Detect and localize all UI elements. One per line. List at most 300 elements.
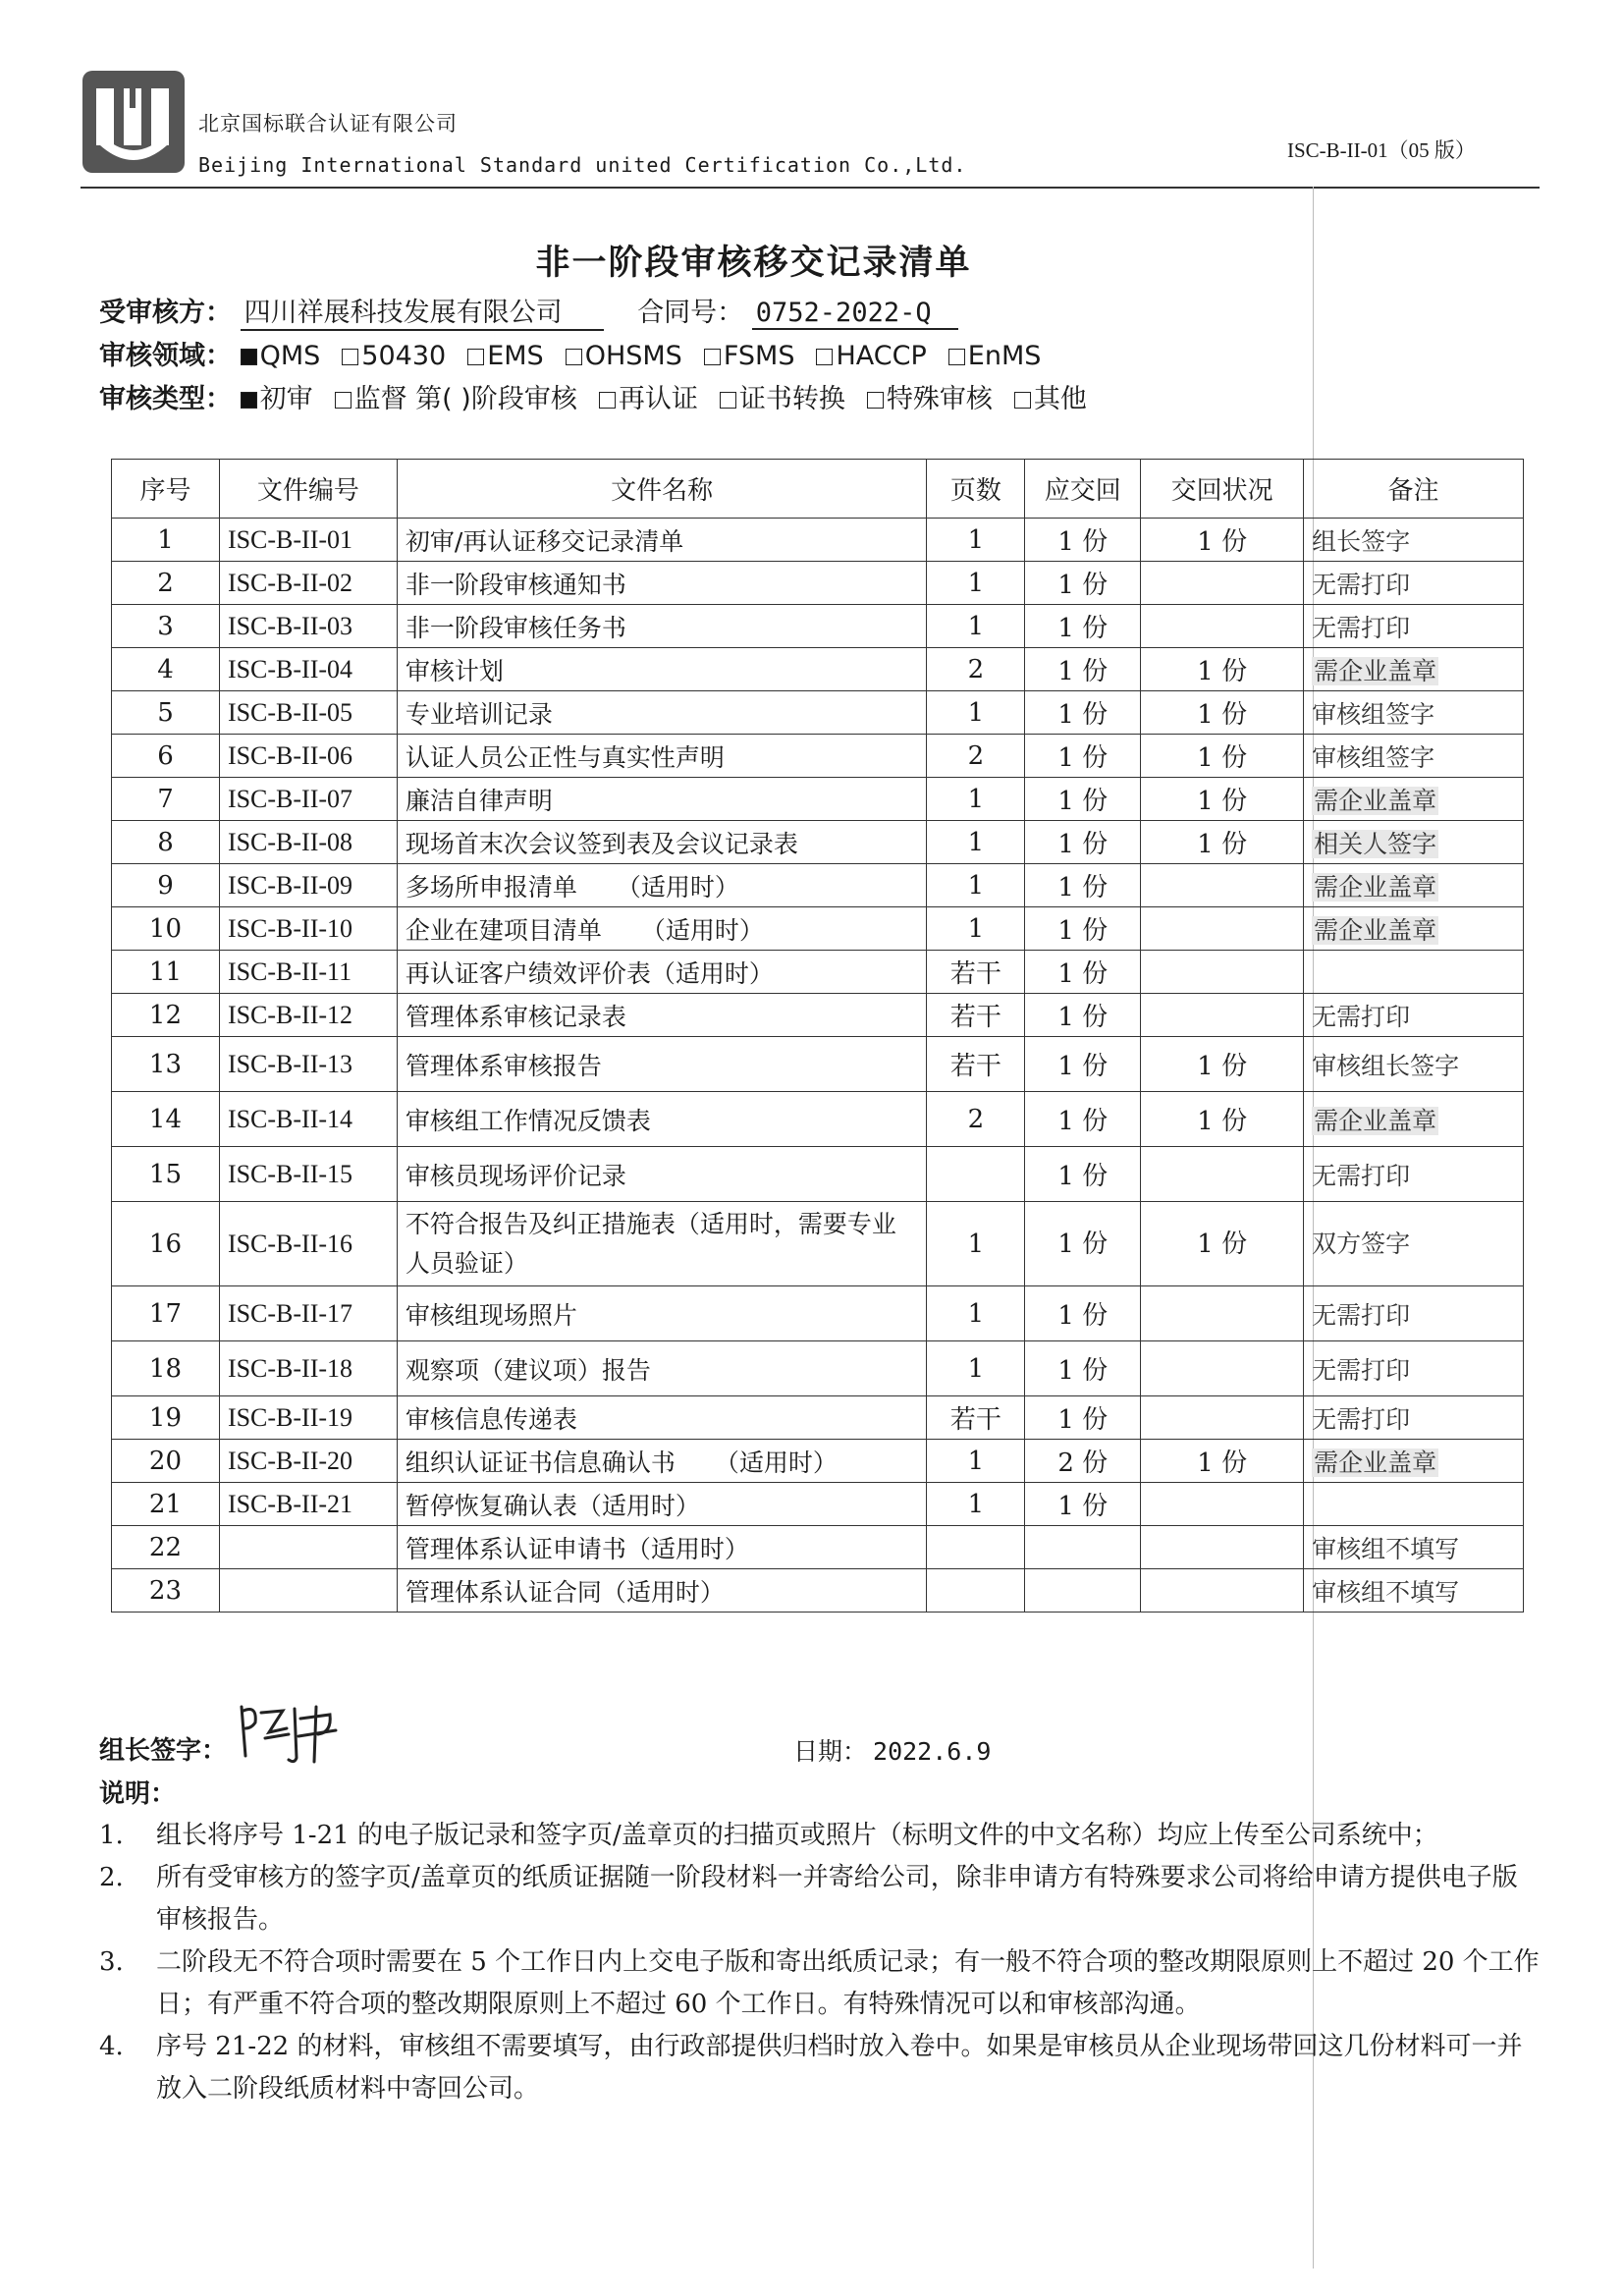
- remark: 无需打印: [1312, 1002, 1411, 1031]
- remark: 无需打印: [1312, 1300, 1411, 1330]
- audit-type-option[interactable]: [867, 384, 993, 414]
- remark-cell: [1304, 1286, 1524, 1341]
- header-divider: [81, 187, 1540, 189]
- file-code: ISC-B-II-19: [227, 1402, 353, 1432]
- handover-table: [111, 459, 1524, 1613]
- audit-type-option-label: 证书转换: [738, 384, 845, 414]
- return-status-cell: [1141, 1526, 1304, 1569]
- audit-domain-option[interactable]: [467, 341, 544, 371]
- col-header-due: 应交回: [1025, 460, 1141, 519]
- checked-checkbox[interactable]: [241, 349, 257, 365]
- return-status-cell: [1141, 519, 1304, 562]
- file-name: 审核组现场照片: [405, 1300, 577, 1330]
- row-number-cell: [112, 735, 220, 778]
- row-number-cell: [112, 1526, 220, 1569]
- copies-due: 1 份: [1057, 1003, 1109, 1032]
- file-code: ISC-B-II-13: [227, 1049, 353, 1078]
- return-status: 1 份: [1197, 743, 1248, 773]
- copies-due: 1 份: [1057, 700, 1109, 730]
- row-number-cell: [112, 648, 220, 691]
- file-name-cell: [397, 1037, 927, 1092]
- remark: 审核组不填写: [1312, 1577, 1460, 1607]
- file-code-cell: [219, 648, 397, 691]
- return-status-cell: [1141, 778, 1304, 821]
- copies-due-cell: [1025, 1526, 1141, 1569]
- row-number-cell: [112, 562, 220, 605]
- copies-due-cell: [1025, 1396, 1141, 1440]
- file-name: 廉洁自律声明: [405, 786, 553, 815]
- row-number: 20: [148, 1446, 183, 1476]
- return-status-cell: [1141, 1396, 1304, 1440]
- table-row: [112, 1569, 1524, 1613]
- page-count-cell: [927, 735, 1025, 778]
- return-status-cell: [1141, 1202, 1304, 1286]
- copies-due-cell: [1025, 778, 1141, 821]
- copies-due-cell: [1025, 951, 1141, 994]
- copies-due-cell: [1025, 1202, 1141, 1286]
- page-count-cell: [927, 1037, 1025, 1092]
- file-name: 非一阶段审核任务书: [405, 613, 626, 642]
- row-number-cell: [112, 1440, 220, 1483]
- page-count: 2: [967, 740, 985, 771]
- row-number-cell: [112, 864, 220, 907]
- page-count-cell: [927, 1526, 1025, 1569]
- page-count: 1: [967, 870, 985, 901]
- file-name-cell: [397, 605, 927, 648]
- page-count-cell: [927, 864, 1025, 907]
- audit-domain-option-label: HACCP: [836, 341, 927, 371]
- remark-cell: [1304, 994, 1524, 1037]
- table-row: [112, 1147, 1524, 1202]
- row-number-cell: [112, 1202, 220, 1286]
- copies-due-cell: [1025, 735, 1141, 778]
- copies-due: 1 份: [1057, 1301, 1109, 1331]
- file-code-cell: [219, 1092, 397, 1147]
- row-number: 7: [157, 784, 174, 814]
- file-name-cell: [397, 821, 927, 864]
- return-status-cell: [1141, 1147, 1304, 1202]
- page-count: 2: [967, 654, 985, 684]
- company-logo: [81, 69, 187, 175]
- checkbox[interactable]: [566, 349, 582, 365]
- file-code-cell: [219, 907, 397, 951]
- copies-due: 1 份: [1057, 571, 1109, 600]
- remark-cell: [1304, 735, 1524, 778]
- audit-domain-option[interactable]: [704, 341, 795, 371]
- page-count: 1: [967, 524, 985, 555]
- copies-due: 1 份: [1057, 787, 1109, 816]
- audit-type-option[interactable]: [599, 384, 698, 414]
- copies-due-cell: [1025, 1341, 1141, 1396]
- row-number: 21: [148, 1489, 183, 1519]
- page-count-cell: [927, 1286, 1025, 1341]
- return-status: 1 份: [1197, 527, 1248, 557]
- client-line: [99, 291, 958, 331]
- remark: 无需打印: [1312, 1355, 1411, 1385]
- file-code-cell: [219, 605, 397, 648]
- return-status-cell: [1141, 1092, 1304, 1147]
- note-number: 2.: [99, 1863, 124, 1892]
- return-status-cell: [1141, 605, 1304, 648]
- file-name-cell: [397, 562, 927, 605]
- return-status: 1 份: [1197, 1449, 1248, 1478]
- company-name-cn: 北京国标联合认证有限公司: [198, 112, 458, 136]
- copies-due-cell: [1025, 1440, 1141, 1483]
- table-row: [112, 1202, 1524, 1286]
- file-name-cell: [397, 1092, 927, 1147]
- remark-cell: [1304, 1396, 1524, 1440]
- return-status: 1 份: [1197, 700, 1248, 730]
- page-count: 1: [967, 1489, 985, 1519]
- applicability-hint: （适用时）: [616, 872, 739, 902]
- remark: 无需打印: [1312, 570, 1411, 599]
- page-count-cell: [927, 907, 1025, 951]
- page-count: 1: [967, 1353, 985, 1384]
- date-line: [793, 1732, 991, 1768]
- audit-type-option-label: 初审: [259, 384, 313, 414]
- row-number-cell: [112, 821, 220, 864]
- file-name: 多场所申报清单: [405, 872, 577, 902]
- table-header-row: [112, 460, 1524, 519]
- page-count-cell: [927, 1092, 1025, 1147]
- table-row: [112, 519, 1524, 562]
- checkbox[interactable]: [948, 349, 965, 365]
- audit-domain-option-label: 50430: [361, 341, 447, 371]
- file-name-cell: [397, 1569, 927, 1613]
- page-count-cell: [927, 1440, 1025, 1483]
- page-count: 1: [967, 1298, 985, 1329]
- remark-cell: [1304, 864, 1524, 907]
- date-value: 2022.6.9: [873, 1737, 992, 1766]
- table-row: [112, 1286, 1524, 1341]
- file-code: ISC-B-II-06: [227, 740, 353, 770]
- checkbox[interactable]: [467, 349, 484, 365]
- file-name: 审核信息传递表: [405, 1404, 577, 1434]
- file-code-cell: [219, 1483, 397, 1526]
- file-code-cell: [219, 778, 397, 821]
- return-status-cell: [1141, 994, 1304, 1037]
- file-name: 初审/再认证移交记录清单: [405, 526, 684, 556]
- row-number-cell: [112, 994, 220, 1037]
- page-count: 1: [967, 611, 985, 641]
- file-name-cell: [397, 864, 927, 907]
- remark-cell: [1304, 1569, 1524, 1613]
- file-code-cell: [219, 951, 397, 994]
- table-row: [112, 1440, 1524, 1483]
- page-count: 1: [967, 913, 985, 944]
- audit-type-option[interactable]: [335, 384, 577, 414]
- page-count-cell: [927, 1147, 1025, 1202]
- file-name-cell: [397, 1202, 927, 1286]
- copies-due: 1 份: [1057, 614, 1109, 643]
- copies-due-cell: [1025, 907, 1141, 951]
- return-status-cell: [1141, 1483, 1304, 1526]
- table-row: [112, 821, 1524, 864]
- return-status-cell: [1141, 1286, 1304, 1341]
- audit-domain-line: [99, 334, 1062, 372]
- audit-type-option[interactable]: [1014, 384, 1087, 414]
- col-header-returned: 交回状况: [1141, 460, 1304, 519]
- copies-due: 1 份: [1057, 1052, 1109, 1081]
- file-code-cell: [219, 735, 397, 778]
- audit-domain-option[interactable]: [948, 341, 1042, 371]
- remark-cell: [1304, 562, 1524, 605]
- remark: 需企业盖章: [1314, 872, 1437, 902]
- table-row: [112, 1341, 1524, 1396]
- return-status: 1 份: [1197, 1107, 1248, 1136]
- file-name: 现场首末次会议签到表及会议记录表: [405, 829, 798, 858]
- row-number-cell: [112, 951, 220, 994]
- document-number: ISC-B-II-01（05 版）: [1287, 138, 1476, 162]
- row-number: 14: [148, 1104, 183, 1134]
- return-status: 1 份: [1197, 1229, 1248, 1259]
- file-code-cell: [219, 562, 397, 605]
- page-count: 1: [967, 697, 985, 728]
- copies-due-cell: [1025, 1483, 1141, 1526]
- return-status-cell: [1141, 1440, 1304, 1483]
- col-header-name: 文件名称: [397, 460, 927, 519]
- file-code-cell: [219, 864, 397, 907]
- copies-due-cell: [1025, 519, 1141, 562]
- row-number: 19: [148, 1402, 183, 1433]
- remark: 相关人签字: [1314, 829, 1437, 858]
- table-row: [112, 1037, 1524, 1092]
- return-status-cell: [1141, 1341, 1304, 1396]
- file-name-cell: [397, 907, 927, 951]
- checkbox[interactable]: [704, 349, 721, 365]
- row-number: 18: [148, 1353, 183, 1384]
- client-name: 四川祥展科技发展有限公司: [241, 291, 604, 331]
- audit-type-option-label: 其他: [1033, 384, 1087, 414]
- return-status-cell: [1141, 907, 1304, 951]
- file-code: ISC-B-II-10: [227, 913, 353, 943]
- remark: 无需打印: [1312, 1161, 1411, 1190]
- col-header-pages: 页数: [927, 460, 1025, 519]
- table-row: [112, 648, 1524, 691]
- checkbox[interactable]: [1014, 392, 1031, 409]
- file-name: 观察项（建议项）报告: [405, 1355, 651, 1385]
- leader-signature: [236, 1699, 344, 1770]
- copies-due: 1 份: [1057, 916, 1109, 946]
- return-status-cell: [1141, 691, 1304, 735]
- file-code-cell: [219, 1286, 397, 1341]
- file-code: ISC-B-II-17: [227, 1298, 353, 1328]
- checkbox[interactable]: [599, 392, 616, 409]
- remark: 需企业盖章: [1314, 915, 1437, 945]
- file-name: 审核员现场评价记录: [405, 1161, 626, 1190]
- file-name-cell: [397, 691, 927, 735]
- return-status-cell: [1141, 1037, 1304, 1092]
- remark: 无需打印: [1312, 1404, 1411, 1434]
- page-count: 若干: [949, 1003, 1001, 1032]
- note-number: 3.: [99, 1947, 124, 1977]
- return-status: 1 份: [1197, 787, 1248, 816]
- file-code: ISC-B-II-05: [227, 697, 353, 727]
- leader-sign-label: 组长签字：: [99, 1736, 228, 1766]
- file-code: ISC-B-II-11: [227, 957, 352, 986]
- copies-due: 1 份: [1057, 1405, 1109, 1435]
- file-name-cell: [397, 1147, 927, 1202]
- page-count-cell: [927, 1202, 1025, 1286]
- remark: 组长签字: [1312, 526, 1411, 556]
- row-number: 3: [157, 611, 174, 641]
- row-number: 13: [148, 1049, 183, 1079]
- copies-due: 1 份: [1057, 830, 1109, 859]
- audit-domain-option[interactable]: [816, 341, 926, 371]
- row-number: 10: [148, 913, 183, 944]
- table-row: [112, 907, 1524, 951]
- row-number-cell: [112, 605, 220, 648]
- return-status: 1 份: [1197, 830, 1248, 859]
- copies-due-cell: [1025, 994, 1141, 1037]
- return-status-cell: [1141, 1569, 1304, 1613]
- copies-due-cell: [1025, 1092, 1141, 1147]
- audit-domain-label: 审核领域：: [99, 341, 232, 371]
- row-number: 9: [157, 870, 174, 901]
- page-count: 若干: [949, 959, 1001, 989]
- audit-domain-option-label: QMS: [259, 341, 321, 371]
- row-number: 12: [148, 1000, 183, 1030]
- page-count-cell: [927, 648, 1025, 691]
- table-row: [112, 1483, 1524, 1526]
- remark: 需企业盖章: [1314, 1448, 1437, 1477]
- remark-cell: [1304, 1341, 1524, 1396]
- row-number: 1: [157, 524, 174, 555]
- checkbox[interactable]: [867, 392, 884, 409]
- file-code: ISC-B-II-12: [227, 1000, 353, 1029]
- file-code: ISC-B-II-02: [227, 568, 353, 597]
- checkbox[interactable]: [720, 392, 736, 409]
- table-row: [112, 691, 1524, 735]
- table-row: [112, 562, 1524, 605]
- file-code: ISC-B-II-07: [227, 784, 353, 813]
- audit-type-option[interactable]: [720, 384, 845, 414]
- checked-checkbox[interactable]: [241, 392, 257, 409]
- remark-cell: [1304, 648, 1524, 691]
- page-count-cell: [927, 1483, 1025, 1526]
- remark: 审核组不填写: [1312, 1534, 1460, 1563]
- row-number: 2: [157, 568, 174, 598]
- note-text: 序号 21-22 的材料，审核组不需要填写，由行政部提供归档时放入卷中。如果是审核员从企业现场带回这几份材料可一并放入二阶段纸质材料中寄回公司。: [156, 2032, 1523, 2104]
- row-number-cell: [112, 519, 220, 562]
- table-row: [112, 1092, 1524, 1147]
- remark-cell: [1304, 1037, 1524, 1092]
- audit-domain-option-label: EnMS: [967, 341, 1042, 371]
- col-header-note: 备注: [1304, 460, 1524, 519]
- contract-label: 合同号：: [637, 298, 744, 328]
- file-name: 专业培训记录: [405, 699, 553, 729]
- note-item: [99, 1857, 1542, 1941]
- return-status-cell: [1141, 648, 1304, 691]
- audit-type-option-label: 再认证: [618, 384, 698, 414]
- note-item: [99, 2026, 1542, 2110]
- table-row: [112, 778, 1524, 821]
- file-name: 管理体系认证合同（适用时）: [405, 1577, 725, 1607]
- file-name: 认证人员公正性与真实性声明: [405, 742, 725, 772]
- checkbox[interactable]: [335, 392, 352, 409]
- audit-domain-option[interactable]: [241, 341, 321, 371]
- col-header-no: 序号: [112, 460, 220, 519]
- file-code-cell: [219, 1569, 397, 1613]
- col-header-code: 文件编号: [219, 460, 397, 519]
- copies-due-cell: [1025, 1147, 1141, 1202]
- page-count: 若干: [949, 1405, 1001, 1435]
- audit-type-line: [99, 377, 1109, 415]
- checkbox[interactable]: [816, 349, 833, 365]
- file-name-cell: [397, 994, 927, 1037]
- row-number-cell: [112, 1569, 220, 1613]
- page-count: 2: [967, 1104, 985, 1134]
- remark: 无需打印: [1312, 613, 1411, 642]
- page-count-cell: [927, 821, 1025, 864]
- row-number-cell: [112, 1483, 220, 1526]
- row-number-cell: [112, 1147, 220, 1202]
- audit-type-label: 审核类型：: [99, 384, 232, 414]
- note-text: 所有受审核方的签字页/盖章页的纸质证据随一阶段材料一并寄给公司，除非申请方有特殊要求公司将给申请方提供电子版审核报告。: [156, 1863, 1518, 1935]
- file-name: 不符合报告及纠正措施表（适用时，需要专业人员验证）: [405, 1209, 896, 1278]
- file-name: 管理体系审核报告: [405, 1051, 602, 1080]
- copies-due: 1 份: [1057, 743, 1109, 773]
- file-name: 组织认证证书信息确认书: [405, 1448, 676, 1477]
- row-number: 8: [157, 827, 174, 857]
- file-code: ISC-B-II-15: [227, 1159, 353, 1188]
- remark-cell: [1304, 951, 1524, 994]
- applicability-hint: （适用时）: [640, 915, 764, 945]
- row-number-cell: [112, 1092, 220, 1147]
- file-name-cell: [397, 778, 927, 821]
- row-number-cell: [112, 1341, 220, 1396]
- row-number-cell: [112, 1286, 220, 1341]
- return-status-cell: [1141, 562, 1304, 605]
- file-code: ISC-B-II-16: [227, 1229, 353, 1258]
- file-name-cell: [397, 1341, 927, 1396]
- contract-number: 0752-2022-Q: [752, 298, 958, 330]
- file-code-cell: [219, 691, 397, 735]
- row-number: 11: [148, 957, 183, 987]
- audit-domain-option[interactable]: [342, 341, 446, 371]
- remark: 需企业盖章: [1314, 656, 1437, 685]
- copies-due: 1 份: [1057, 1356, 1109, 1386]
- checkbox[interactable]: [342, 349, 358, 365]
- file-code: ISC-B-II-14: [227, 1104, 353, 1133]
- file-code-cell: [219, 1341, 397, 1396]
- file-code: ISC-B-II-20: [227, 1446, 353, 1475]
- page-count-cell: [927, 605, 1025, 648]
- audit-domain-option[interactable]: [566, 341, 682, 371]
- table-row: [112, 735, 1524, 778]
- file-name-cell: [397, 648, 927, 691]
- return-status: 1 份: [1197, 1052, 1248, 1081]
- copies-due: 2 份: [1057, 1449, 1109, 1478]
- return-status-cell: [1141, 735, 1304, 778]
- notes-title: 说明：: [99, 1779, 177, 1809]
- page-count-cell: [927, 1341, 1025, 1396]
- audit-domain-option-label: EMS: [487, 341, 544, 371]
- remark: 双方签字: [1312, 1229, 1411, 1258]
- file-name: 企业在建项目清单: [405, 915, 602, 945]
- file-name-cell: [397, 519, 927, 562]
- row-number: 15: [148, 1159, 183, 1189]
- remark: 审核组签字: [1312, 699, 1435, 729]
- row-number-cell: [112, 1037, 220, 1092]
- audit-type-option[interactable]: [241, 384, 313, 414]
- return-status-cell: [1141, 864, 1304, 907]
- row-number-cell: [112, 907, 220, 951]
- file-name: 再认证客户绩效评价表（适用时）: [405, 958, 774, 988]
- file-code: ISC-B-II-21: [227, 1489, 353, 1518]
- copies-due: 1 份: [1057, 527, 1109, 557]
- row-number-cell: [112, 1396, 220, 1440]
